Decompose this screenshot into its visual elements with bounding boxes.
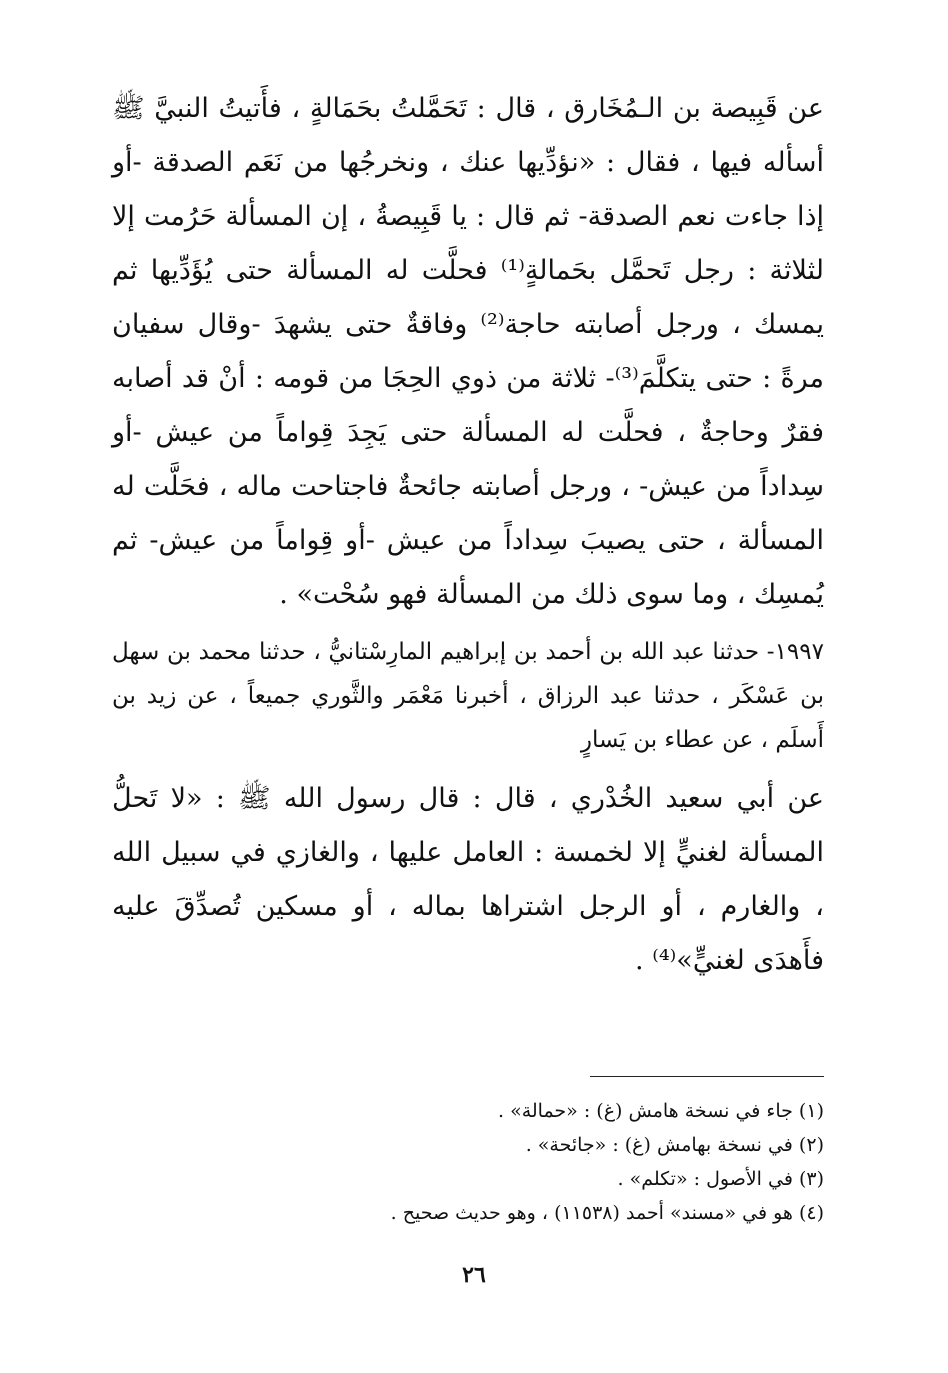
footnote-4: (٤) هو في «مسند» أحمد (١١٥٣٨) ، وهو حديث صحيح . [390,1202,824,1224]
hadith-paragraph-abu-said: عن أبي سعيد الخُدْري ، قال : قال رسول الله ﷺ : «لا تَحلُّ المسألة لغنيٍّ إلا لخمسة : العامل عليها ، والغازي في سبيل الله ، والغارم ، أو الرجل اشتراها بماله ، أو مسكين تُصدِّقَ عليه فأَهدَى لغنيٍّ»⁽⁴⁾ . [112,783,824,976]
footnotes [112,1094,824,1230]
isnad-paragraph-1997: ١٩٩٧- حدثنا عبد الله بن أحمد بن إبراهيم المارِسْتانيُّ ، حدثنا محمد بن سهل بن عَسْكَر ، حدثنا عبد الرزاق ، أخبرنا مَعْمَر والثَّوري جميعاً ، عن زيد بن أَسلَم ، عن عطاء بن يَسارٍ [112,639,824,753]
footnote-1: (١) جاء في نسخة هامش (غ) : «حمالة» . [497,1100,824,1122]
page-number: ٢٦ [462,1262,486,1288]
footnote-3: (٣) في الأصول : «تكلم» . [617,1168,824,1190]
hadith-paragraph-qabisa: عن قَبِيصة بن الـمُخَارق ، قال : تَحَمَّلتُ بحَمَالةٍ ، فأَتيتُ النبيَّ ﷺ أسأله فيها ، فقال : «نؤدِّيها عنك ، ونخرجُها من نَعَم الصدقة -أو إذا جاءت نعم الصدقة- ثم قال : يا قَبِيصةُ ، إن المسألة حَرُمت إلا لثلاثة : رجل تَحمَّل بحَمالةٍ⁽¹⁾ فحلَّت له المسألة حتى يُؤَدِّيها ثم يمسك ، ورجل أصابته حاجة⁽²⁾ وفاقةٌ حتى يشهدَ -وقال سفيان مرةً : حتى يتكلَّمَ⁽³⁾- ثلاثة من ذوي الحِجَا من قومه : أنْ قد أصابه فقرٌ وحاجةٌ ، فحلَّت له المسألة حتى يَجِدَ قِواماً من عيش -أو سِداداً من عيش- ، ورجل أصابته جائحةٌ فاجتاحت ماله ، فحَلَّت له المسألة ، حتى يصيبَ سِداداً من عيش -أو قِواماً من عيش- ثم يُمسِك ، وما سوى ذلك من المسألة فهو سُحْت» . [112,93,824,610]
main-text [112,82,824,988]
footnote-2: (٢) في نسخة بهامش (غ) : «جائحة» . [525,1134,824,1156]
footnote-separator [590,1076,824,1077]
